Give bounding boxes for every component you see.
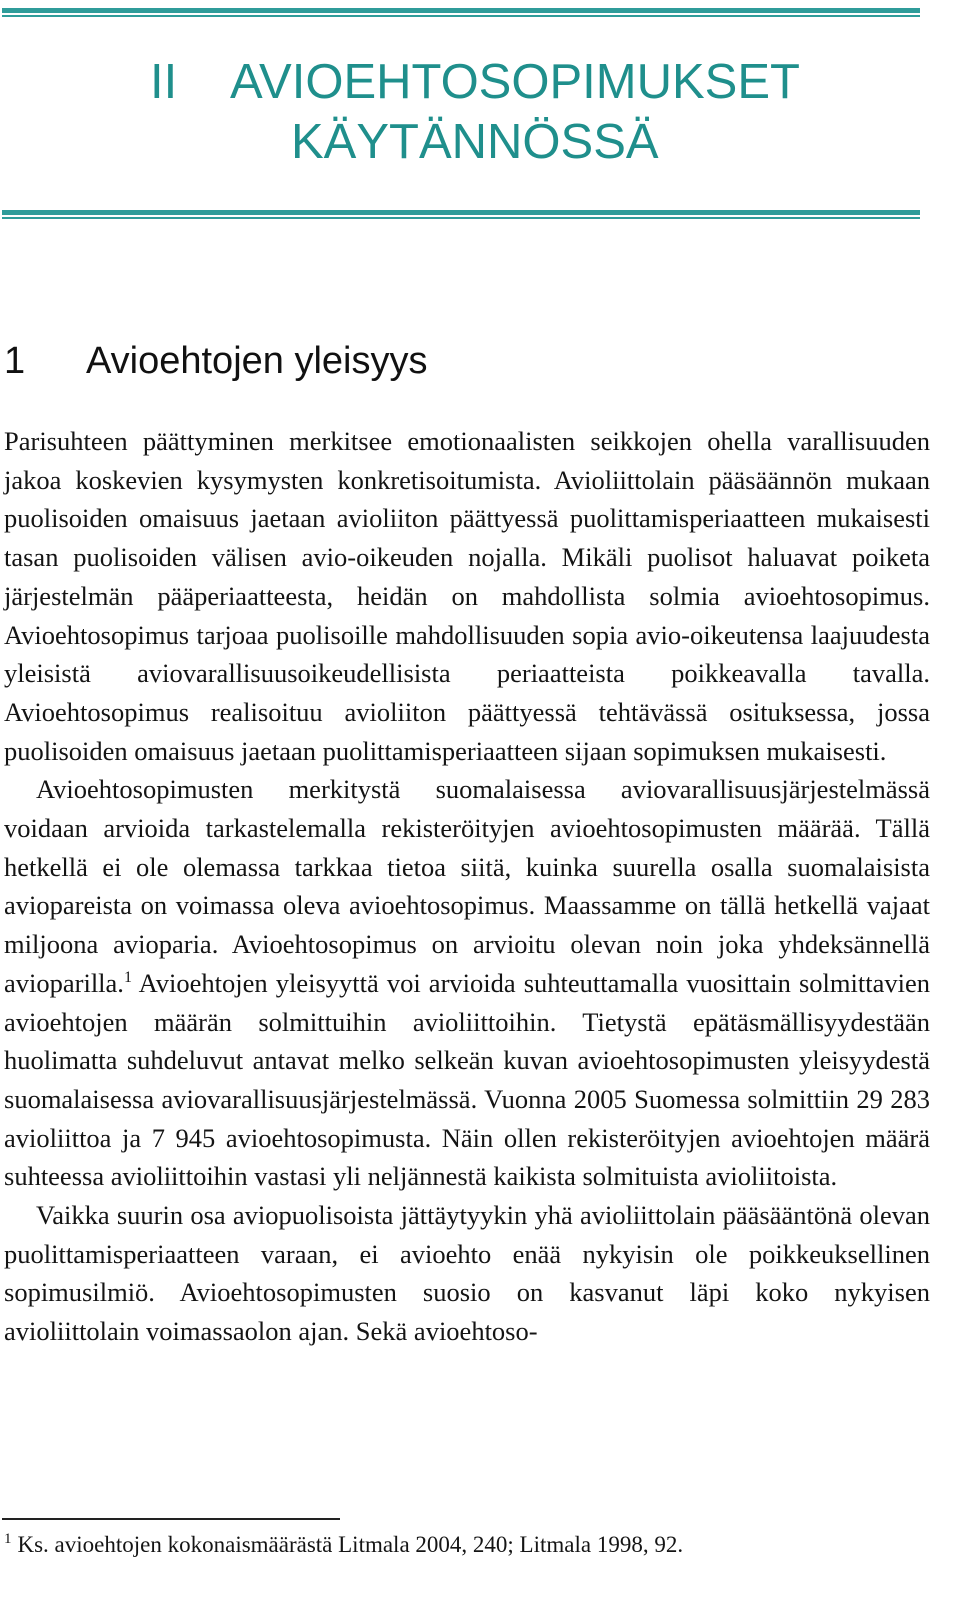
section-title: Avioehtojen yleisyys	[86, 340, 428, 382]
paragraph-2	[4, 770, 930, 1196]
footnote-text: Ks. avioehtojen kokonaismäärästä Litmala 2004, 240; Litmala 1998, 92.	[17, 1532, 684, 1557]
part-number: II	[150, 55, 178, 109]
bottom-double-rule	[2, 210, 920, 219]
paragraph-1: Parisuhteen päättyminen merkitsee emotionaalisten seikkojen ohella varallisuuden jakoa koskevien kysymysten konkretisoitumista. Avioliittolain pääsäännön mukaan puolisoiden omaisuus jaetaan avioliiton päättyessä puolittamisperiaatteen mukaisesti tasan puolisoiden välisen avio-oikeuden nojalla. Mikäli puolisot haluavat poiketa järjestelmän pääperiaatteesta, heidän on mahdollista solmia avioehtosopimus. Avioehtosopimus tarjoaa puolisoille mahdollisuuden sopia avio-oikeutensa laajuudesta yleisistä aviovarallisuusoikeudellisista periaatteista poikkeavalla tavalla. Avioehtosopimus realisoituu avioliiton päättyessä tehtävässä osituksessa, jossa puolisoiden omaisuus jaetaan puolittamisperiaatteen sijaan sopimuksen mukaisesti.	[4, 426, 930, 766]
paragraph-2-continuation: Avioehtojen yleisyyttä voi arvioida suhteuttamalla vuosittain solmittavien avioehtojen määrän solmittuihin avioliittoihin. Tietystä epätäsmällisyydestään huolimatta suhdeluvut antavat melko selkeän kuvan avioehtosopimusten yleisyydestä suomalaisessa aviovarallisuusjärjestelmässä. Vuonna 2005 Suomessa solmittiin 29 283 avioliittoa ja 7 945 avioehtosopimusta. Näin ollen rekisteröityjen avioehtojen määrä suhteessa avioliittoihin vastasi yli neljännestä kaikista solmituista avioliitoista.	[4, 967, 930, 1192]
part-title-line1: AVIOEHTOSOPIMUKSET	[230, 55, 800, 109]
section-heading	[4, 337, 427, 385]
footnote-reference[interactable]: 1	[123, 968, 132, 986]
top-double-rule	[2, 8, 920, 17]
paragraph-2-text: Avioehtosopimusten merkitystä suomalaisessa aviovarallisuusjärjestelmässä voidaan arvioida tarkastelemalla rekisteröityjen avioehtosopimusten määrää. Tällä hetkellä ei ole olemassa tarkkaa tietoa siitä, kuinka suurella osalla suomalaisista aviopareista on voimassa oleva avioehtosopimus. Maassamme on tällä hetkellä vajaat miljoona avioparia. Avioehtosopimus on arvioitu olevan noin joka yhdeksännellä avioparilla.	[4, 774, 930, 998]
part-title-line2: KÄYTÄNNÖSSÄ	[291, 115, 659, 169]
body-text	[4, 422, 930, 1351]
footnote-number: 1	[4, 1531, 12, 1547]
footnote-separator	[2, 1518, 340, 1520]
section-number: 1	[4, 340, 26, 382]
paragraph-3: Vaikka suurin osa aviopuolisoista jättäytyykin yhä avioliittolain pääsääntönä olevan puolittamisperiaatteen varaan, ei avioehto enää nykyisin ole poikkeuksellinen sopimusilmiö. Avioehtosopimusten suosio on kasvanut läpi koko nykyisen avioliittolain voimassaolon ajan. Sekä avioehtoso-	[4, 1200, 930, 1347]
footnote	[4, 1530, 683, 1560]
